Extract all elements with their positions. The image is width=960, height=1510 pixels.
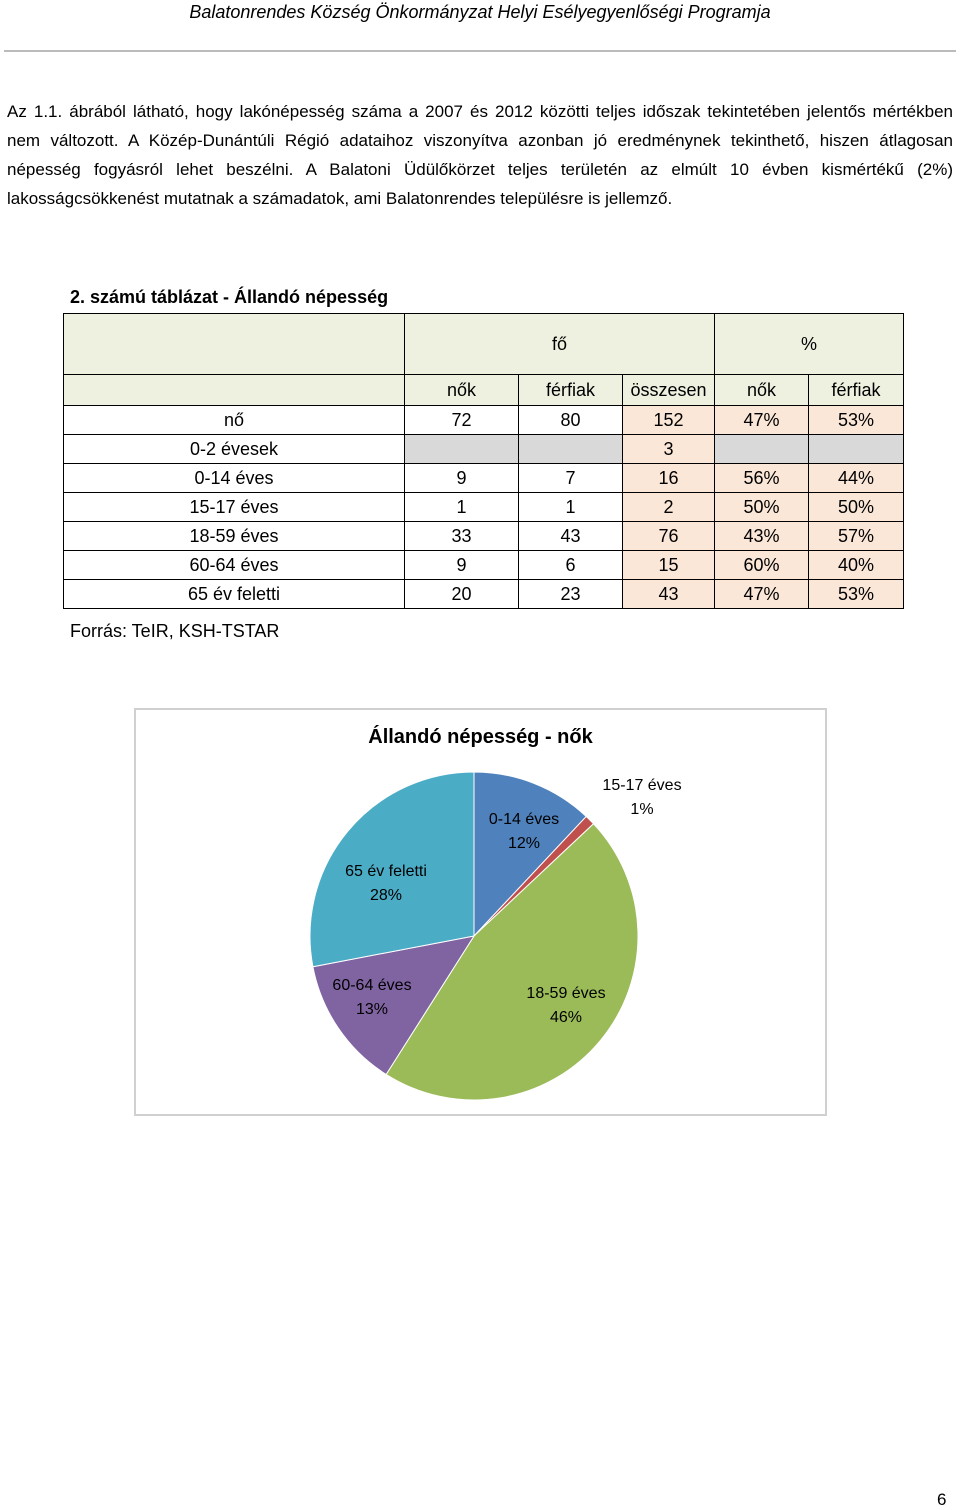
table-cell: 23 [519,580,623,609]
table-row [64,580,904,609]
pie-slice-value: 12% [507,835,541,852]
table-cell: 57% [809,522,904,551]
table-header-empty [64,375,405,406]
pie-slice-name: 65 év feletti [345,863,427,880]
pie-slice-value: 1% [630,801,654,818]
table-cell [809,435,904,464]
pie-chart-container [134,708,827,1116]
table-cell: 72 [405,406,519,435]
col-header-ferfiak: férfiak [519,375,623,406]
pie-slice-name: 60-64 éves [332,977,412,994]
table-cell: 1 [519,493,623,522]
pie-slice-label-3 [332,974,411,1022]
table-row [64,493,904,522]
table-title: 2. számú táblázat - Állandó népesség [70,287,389,307]
table-row [64,464,904,493]
table-cell: 16 [623,464,715,493]
table-source: Forrás: TeIR, KSH-TSTAR [70,621,280,641]
col-header-nok: nők [405,375,519,406]
page-number: 6 [937,1490,947,1509]
row-label: 15-17 éves [64,493,405,522]
pie-slice-value: 28% [369,887,403,904]
header-rule [4,50,956,52]
page-header [0,0,960,52]
row-label: nő [64,406,405,435]
row-label: 60-64 éves [64,551,405,580]
table-row [64,435,904,464]
table-cell [405,435,519,464]
table-cell: 50% [715,493,809,522]
table-cell: 33 [405,522,519,551]
table-cell: 40% [809,551,904,580]
group-header-percent: % [715,314,904,375]
col-header-nok-pct: nők [715,375,809,406]
table-cell: 15 [623,551,715,580]
pie-slice-label-4 [345,860,427,908]
table-cell: 47% [715,406,809,435]
row-label: 0-14 éves [64,464,405,493]
table-cell: 50% [809,493,904,522]
pie-slice-name: 18-59 éves [526,985,606,1002]
group-header-fo: fő [405,314,715,375]
pie-slice-value: 13% [355,1001,389,1018]
table-cell: 9 [405,464,519,493]
table-cell: 3 [623,435,715,464]
pie-slice-name: 0-14 éves [488,811,560,828]
table-cell [519,435,623,464]
col-header-ferfiak-pct: férfiak [809,375,904,406]
pie-slice-label-0 [489,808,559,856]
row-label: 65 év feletti [64,580,405,609]
table-cell: 152 [623,406,715,435]
table-cell: 60% [715,551,809,580]
table-cell: 44% [809,464,904,493]
body-paragraph: Az 1.1. ábrából látható, hogy lakónépesség száma a 2007 és 2012 közötti teljes időszak tekintetében jelentős mértékben nem változott. A Közép-Dunántúli Régió adataihoz viszonyítva azonban jó eredménynek tekinthető, hiszen átlagosan népesség fogyásról lehet beszélni. A Balatoni Üdülőkörzet teljes területén az elmúlt 10 évben kismértékű (2%) lakosságcsökkenést mutatnak a számadatok, ami Balatonrendes településre is jellemző. [7,102,953,208]
table-cell: 47% [715,580,809,609]
pie-slice-label-2 [526,982,605,1030]
chart-title: Állandó népesség - nők [368,726,593,748]
table-cell: 53% [809,406,904,435]
table-cell: 43% [715,522,809,551]
table-cell: 2 [623,493,715,522]
row-label: 0-2 évesek [64,435,405,464]
header-title: Balatonrendes Község Önkormányzat Helyi Esélyegyenlőségi Programja [189,2,771,22]
pie-slice-name: 15-17 éves [602,777,682,794]
table-cell: 1 [405,493,519,522]
table-cell: 43 [519,522,623,551]
population-table [63,313,904,609]
row-label: 18-59 éves [64,522,405,551]
table-cell: 43 [623,580,715,609]
table-cell: 7 [519,464,623,493]
pie-chart [136,710,825,1114]
table-corner-cell [64,314,405,375]
table-cell: 76 [623,522,715,551]
table-cell: 20 [405,580,519,609]
table-cell: 80 [519,406,623,435]
table-cell: 56% [715,464,809,493]
pie-slice-value: 46% [549,1009,583,1026]
table-row [64,551,904,580]
table-group-header-row [64,314,904,375]
table-row [64,406,904,435]
table-row [64,522,904,551]
table-cell: 6 [519,551,623,580]
table-cell: 53% [809,580,904,609]
table-cell [715,435,809,464]
pie-slice-label-1 [602,774,681,822]
col-header-osszesen: összesen [623,375,715,406]
table-header-row [64,375,904,406]
table-cell: 9 [405,551,519,580]
